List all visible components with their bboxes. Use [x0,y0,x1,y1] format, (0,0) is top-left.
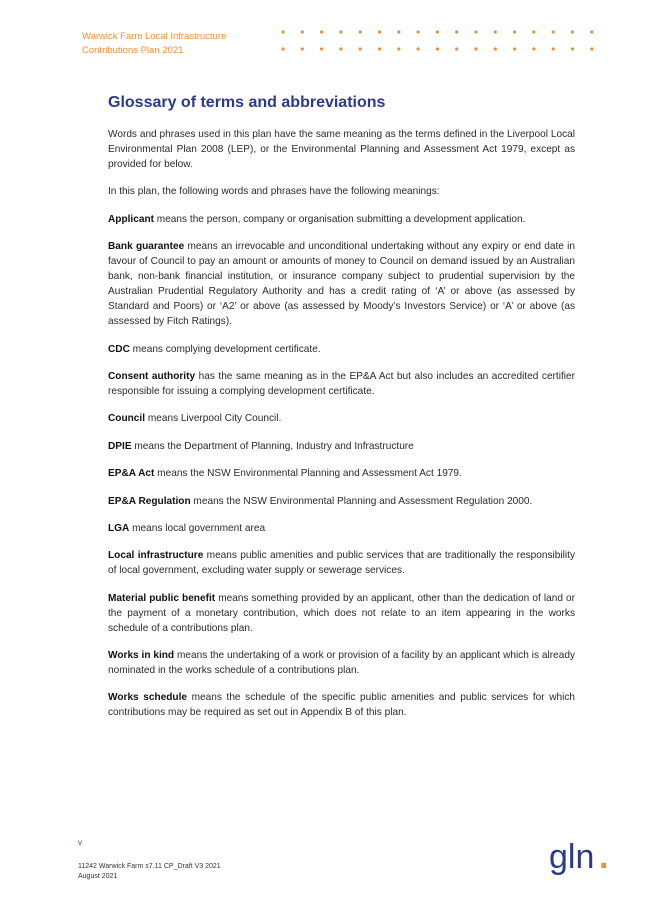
decorative-dot [494,47,497,50]
decorative-dot [281,47,284,50]
definition-text: means the schedule of the specific public amenities and public services for which contributions may be required as set out in Appendix B of this plan. [108,692,576,719]
definition-text: means something provided by an applicant, other than the dedication of land or the payment of a monetary contribution, which does not relate to an item appearing in the works schedule of a contributions plan. [108,592,575,634]
footer-document-ref: 11242 Warwick Farm s7.11 CP_Draft V3 2021 [78,863,221,870]
decorative-dot [339,47,342,50]
header-title [82,30,226,58]
definition-term: Works in kind [108,650,175,662]
header-title-line2: Contributions Plan 2021 [82,45,184,56]
definition-text: means local government area [129,522,266,534]
definition-text: means the person, company or organisation submitting a development application. [153,213,526,225]
decorative-dot [513,47,516,50]
decorative-dot [552,47,555,50]
decorative-dot [494,30,497,33]
definition-term: Local infrastructure [108,550,204,562]
decorative-dot [474,30,477,33]
logo-dot: . [599,838,609,876]
decorative-dot [339,30,342,33]
definition-term: LGA [108,522,130,534]
decorative-dot [552,30,555,33]
definition-term: EP&A Act [108,468,155,480]
intro-paragraph-1: Words and phrases used in this plan have the same meaning as the terms defined in the Liverpool Local Environmental Plan 2008 (LEP), or the Environmental Planning and Assessment Act 1979, except as provided for below. [108,129,575,170]
decorative-dot [455,30,458,33]
decorative-dot [359,47,362,50]
definition-item [108,212,575,227]
definition-item [108,411,575,426]
intro-paragraph-2: In this plan, the following words and phrases have the following meanings: [108,186,440,198]
definition-term: Council [108,413,146,425]
definition-item [108,439,575,454]
definition-text: means public amenities and public services that are traditionally the responsibility of local government, excluding water supply or sewerage services. [108,550,575,577]
decorative-dot [513,30,516,33]
decorative-dot [571,30,574,33]
decorative-dot [571,47,574,50]
definition-term: Applicant [108,213,154,225]
decorative-dot [455,47,458,50]
page-title: Glossary of terms and abbreviations [108,94,386,111]
definition-term: Material public benefit [108,592,216,604]
decorative-dot [436,47,439,50]
definition-term: EP&A Regulation [108,495,191,507]
definition-text: means Liverpool City Council. [145,413,282,425]
decorative-dot [590,30,593,33]
decorative-dot [378,30,381,33]
decorative-dot [590,47,593,50]
page-number: v [78,838,82,847]
glossary-body [108,127,575,733]
decorative-dot [301,30,304,33]
gln-logo [549,836,613,880]
definition-text: means an irrevocable and unconditional undertaking without any expiry or end date in favour of Council to pay an amount or amounts of money to Council on demand issued by an Australian bank, non-bank financial institution, or insurance company subject to prudential supervision by the Australian Prudential Regulatory Authority and has a credit rating of ‘A’ or above (as assessed by Standard and Poors) or ‘A2’ or above (as assessed by Moody’s Investors Service) or ‘A’ or above (as assessed by Fitch Ratings). [108,241,575,328]
footer [78,862,221,882]
decorative-dot [378,47,381,50]
decorative-dot [417,47,420,50]
footer-date: August 2021 [78,873,118,880]
definition-term: DPIE [108,440,132,452]
definition-text: means the NSW Environmental Planning and Assessment Act 1979. [154,468,462,480]
decorative-dot [417,30,420,33]
definition-item [108,548,575,578]
definition-term: Works schedule [108,692,188,704]
definition-item [108,342,575,357]
decorative-dot [436,30,439,33]
definition-item [108,521,575,536]
header-title-line1: Warwick Farm Local Infrastructure [82,31,227,42]
decorative-dot [397,30,400,33]
decorative-dot [532,47,535,50]
definition-text: means the Department of Planning, Industry and Infrastructure [131,440,414,452]
definition-term: Bank guarantee [108,241,185,253]
decorative-dot [320,30,323,33]
definition-item [108,239,575,329]
definition-item [108,690,575,720]
logo-text: gln [549,838,595,876]
decorative-dot-pattern [278,26,608,56]
definition-item [108,591,575,636]
decorative-dot [532,30,535,33]
decorative-dot [320,47,323,50]
definition-term: CDC [108,343,130,355]
definition-text: has the same meaning as in the EP&A Act but also includes an accredited certifier responsible for issuing a complying development certificate. [108,370,575,397]
definitions-list [108,212,575,721]
decorative-dot [301,47,304,50]
definition-item [108,648,575,678]
definition-text: means the undertaking of a work or provision of a facility by an applicant which is already nominated in the works schedule of a contributions plan. [108,650,575,677]
definition-text: means the NSW Environmental Planning and Assessment Regulation 2000. [190,495,533,507]
decorative-dot [474,47,477,50]
definition-item [108,369,575,399]
decorative-dot [281,30,284,33]
decorative-dot [397,47,400,50]
definition-text: means complying development certificate. [129,343,321,355]
definition-item [108,466,575,481]
decorative-dot [359,30,362,33]
definition-item [108,494,575,509]
definition-term: Consent authority [108,370,196,382]
